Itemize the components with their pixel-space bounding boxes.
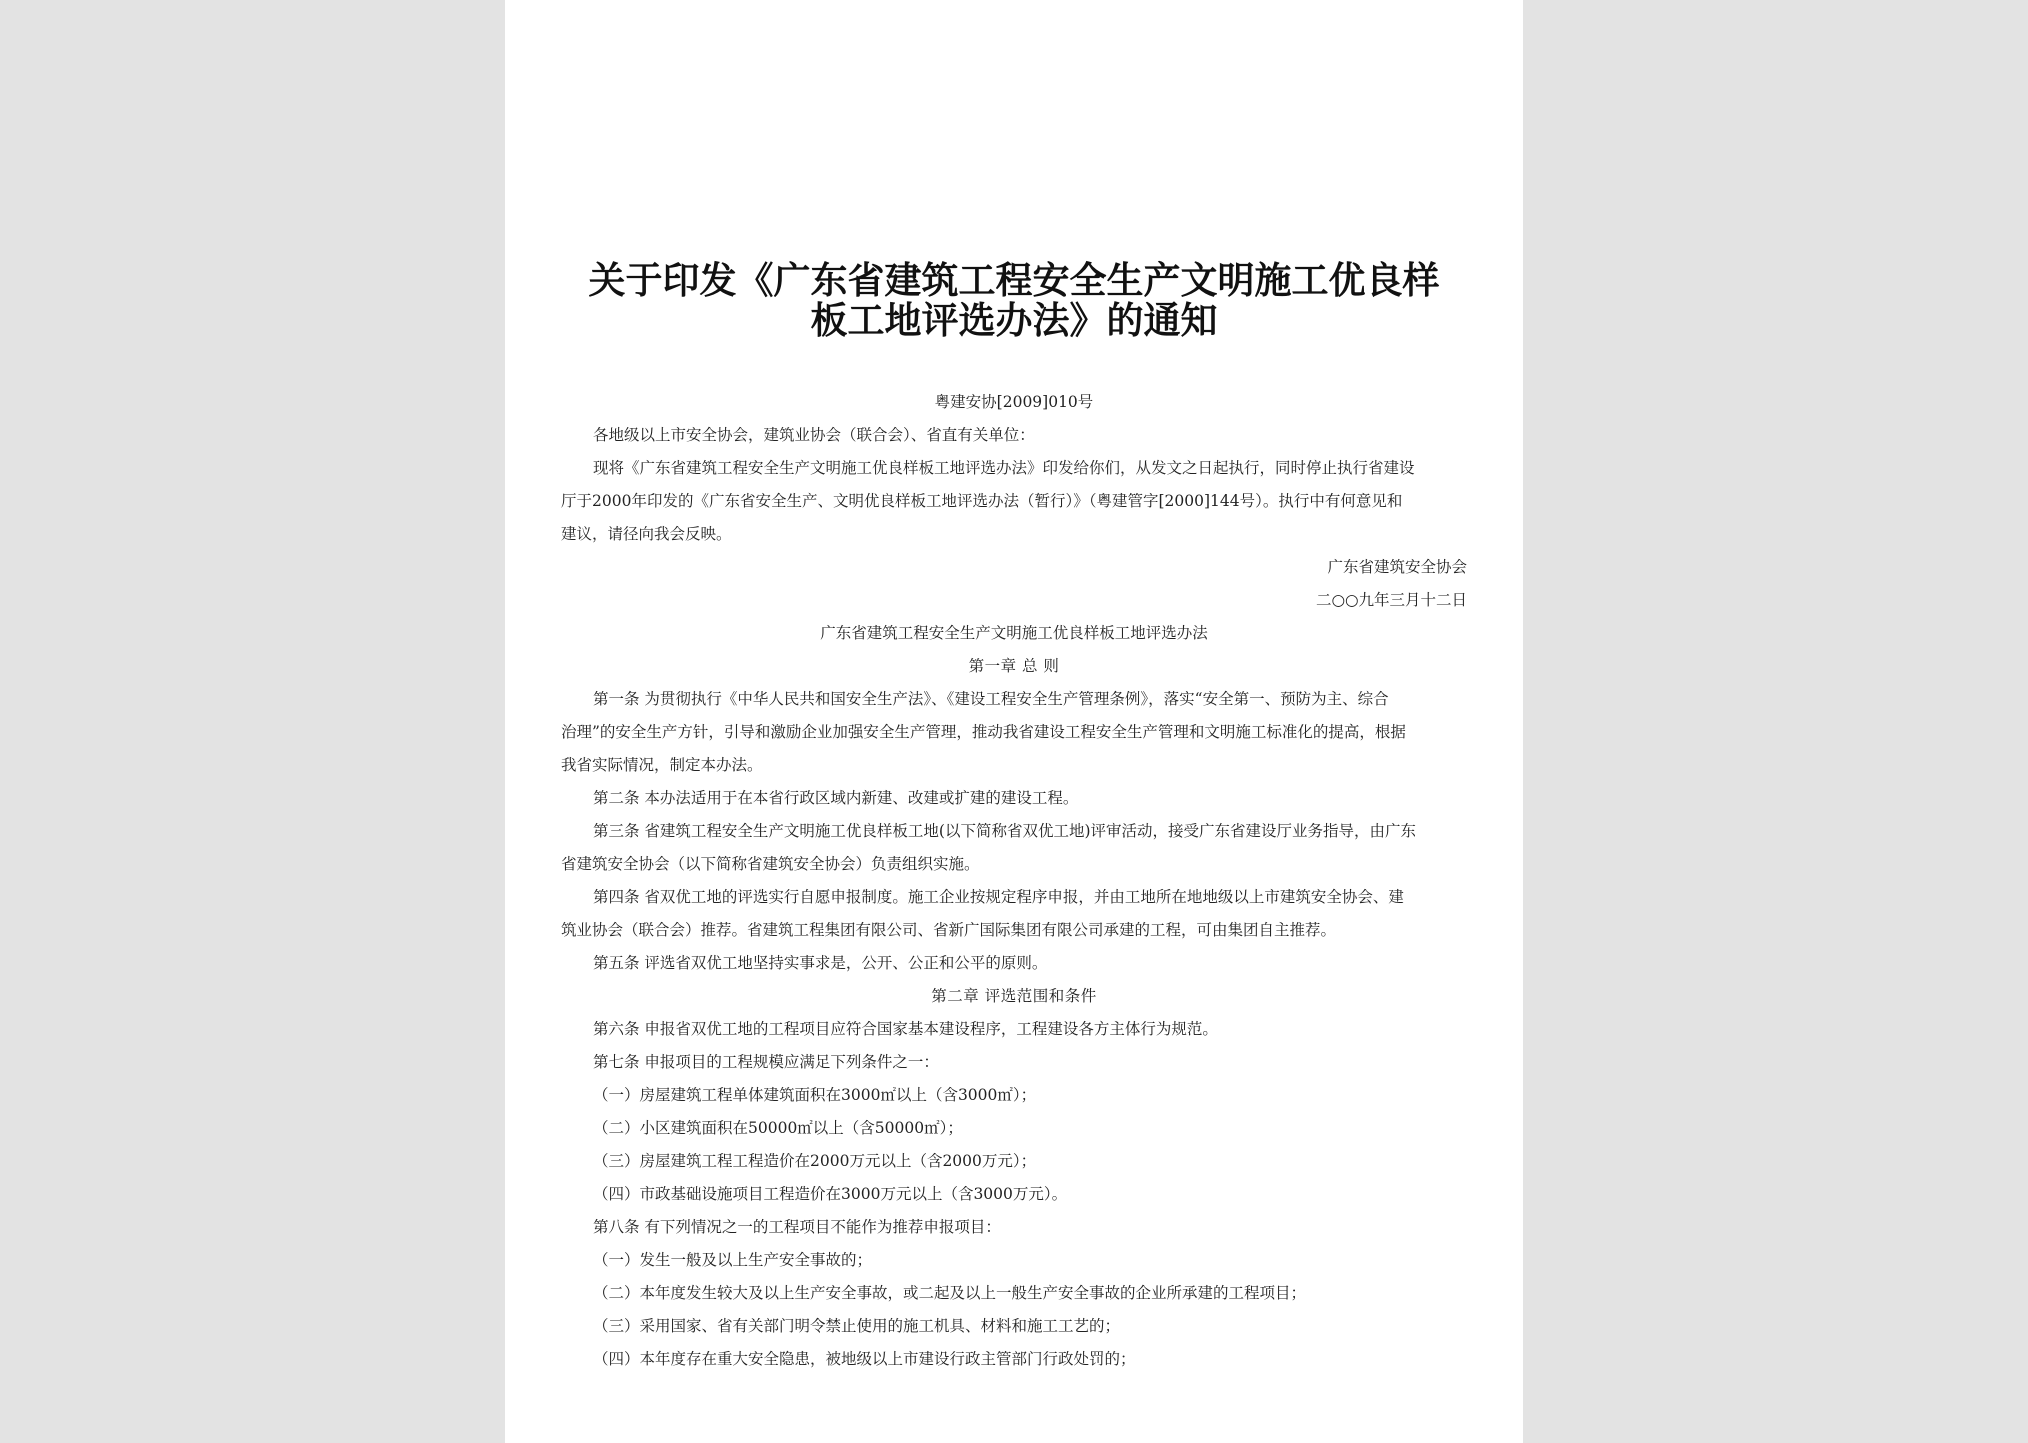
- document-body: [561, 386, 1467, 1376]
- article-8-item-4: （四）本年度存在重大安全隐患，被地级以上市建设行政主管部门行政处罚的；: [593, 1350, 1136, 1368]
- document-title: [505, 260, 1523, 340]
- article-8-intro: 第八条 有下列情况之一的工程项目不能作为推荐申报项目：: [593, 1218, 1001, 1236]
- salutation: 各地级以上市安全协会，建筑业协会（联合会）、省直有关单位：: [593, 426, 1035, 444]
- article-8-item-2: （二）本年度发生较大及以上生产安全事故，或二起及以上一般生产安全事故的企业所承建的工程项目；: [593, 1284, 1307, 1302]
- chapter-2-heading: 第二章 评选范围和条件: [931, 987, 1097, 1005]
- article-6: 第六条 申报省双优工地的工程项目应符合国家基本建设程序，工程建设各方主体行为规范。: [593, 1020, 1218, 1038]
- article-7-item-3: （三）房屋建筑工程工程造价在2000万元以上（含2000万元）；: [593, 1152, 1037, 1170]
- article-3-line-1: 第三条 省建筑工程安全生产文明施工优良样板工地(以下简称省双优工地)评审活动，接受广东省建设厅业务指导，由广东: [593, 822, 1417, 840]
- article-5: 第五条 评选省双优工地坚持实事求是，公开、公正和公平的原则。: [593, 954, 1048, 972]
- article-8-item-1: （一）发生一般及以上生产安全事故的；: [593, 1251, 873, 1269]
- article-2: 第二条 本办法适用于在本省行政区域内新建、改建或扩建的建设工程。: [593, 789, 1079, 807]
- article-1-line-3: 我省实际情况，制定本办法。: [561, 756, 763, 774]
- signature-org: 广东省建筑安全协会: [1327, 558, 1467, 576]
- article-1-line-1: 第一条 为贯彻执行《中华人民共和国安全生产法》、《建设工程安全生产管理条例》，落实“安全第一、预防为主、综合: [593, 690, 1389, 708]
- intro-line-2: 厅于2000年印发的《广东省安全生产、文明优良样板工地评选办法（暂行）》（粤建管字[2000]144号）。执行中有何意见和: [561, 492, 1403, 510]
- document-number: 粤建安协[2009]010号: [934, 393, 1094, 411]
- title-line-2: 板工地评选办法》的通知: [810, 298, 1218, 342]
- intro-line-3: 建议，请径向我会反映。: [561, 525, 732, 543]
- article-7-intro: 第七条 申报项目的工程规模应满足下列条件之一：: [593, 1053, 939, 1071]
- article-4-line-1: 第四条 省双优工地的评选实行自愿申报制度。施工企业按规定程序申报，并由工地所在地地级以上市建筑安全协会、建: [593, 888, 1404, 906]
- article-1-line-2: 治理”的安全生产方针，引导和激励企业加强安全生产管理，推动我省建设工程安全生产管理和文明施工标准化的提高，根据: [561, 723, 1406, 741]
- article-7-item-1: （一）房屋建筑工程单体建筑面积在3000㎡以上（含3000㎡）；: [593, 1086, 1037, 1104]
- document-page: [505, 0, 1523, 1443]
- chapter-1-heading: 第一章 总 则: [968, 657, 1060, 675]
- measures-title: 广东省建筑工程安全生产文明施工优良样板工地评选办法: [820, 624, 1208, 642]
- intro-line-1: 现将《广东省建筑工程安全生产文明施工优良样板工地评选办法》印发给你们，从发文之日起执行，同时停止执行省建设: [593, 459, 1415, 477]
- title-line-1: 关于印发《广东省建筑工程安全生产文明施工优良样: [588, 258, 1440, 302]
- article-4-line-2: 筑业协会（联合会）推荐。省建筑工程集团有限公司、省新广国际集团有限公司承建的工程，可由集团自主推荐。: [561, 921, 1337, 939]
- article-8-item-3: （三）采用国家、省有关部门明令禁止使用的施工机具、材料和施工工艺的；: [593, 1317, 1121, 1335]
- article-7-item-4: （四）市政基础设施项目工程造价在3000万元以上（含3000万元）。: [593, 1185, 1068, 1203]
- article-3-line-2: 省建筑安全协会（以下简称省建筑安全协会）负责组织实施。: [561, 855, 980, 873]
- signature-date: 二○○九年三月十二日: [1315, 591, 1467, 609]
- article-7-item-2: （二）小区建筑面积在50000㎡以上（含50000㎡）；: [593, 1119, 963, 1137]
